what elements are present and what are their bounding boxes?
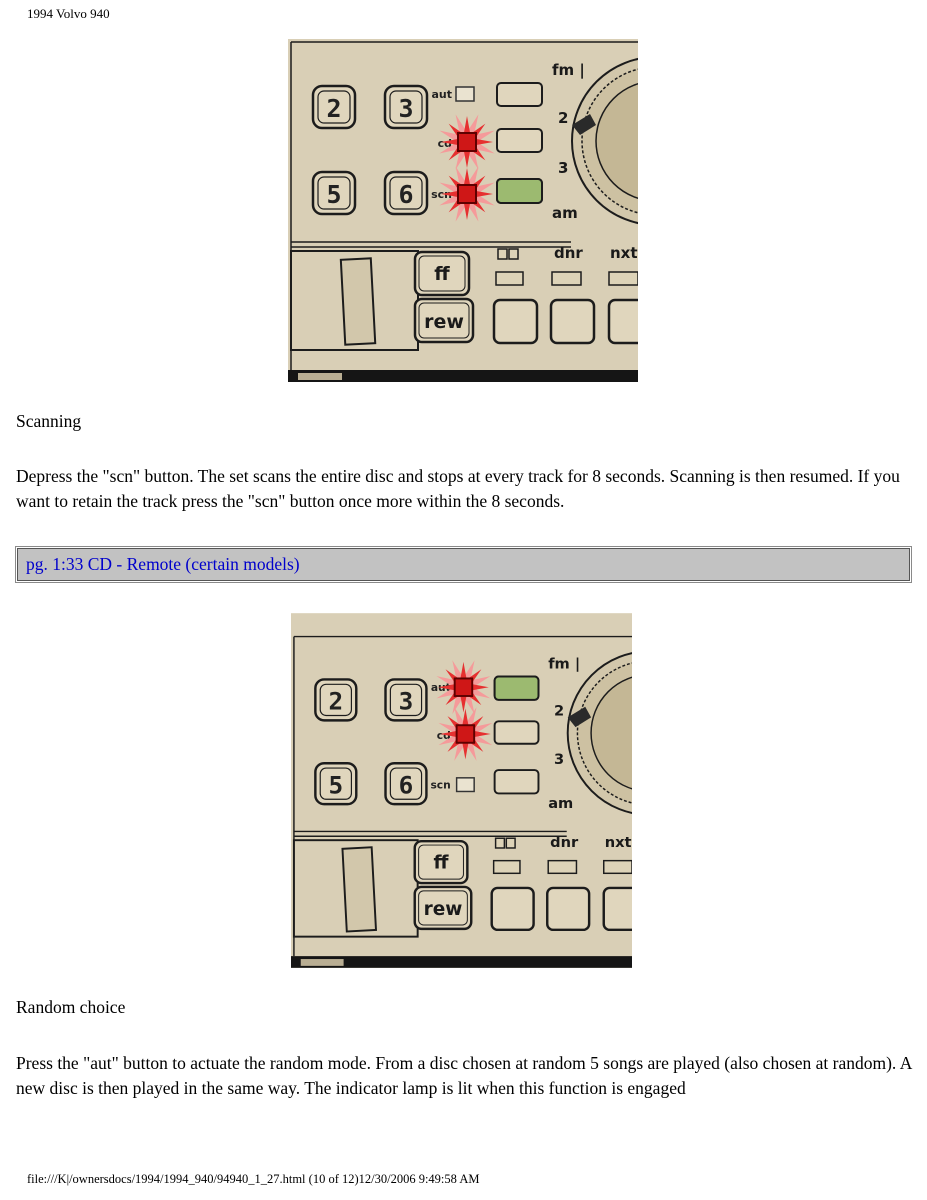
stereo-image-scanning [288,39,638,382]
stereo-panel-svg-1 [288,39,638,382]
random-heading: Random choice [16,997,126,1017]
scn-button-active [497,179,542,203]
scanning-paragraph: Depress the "scn" button. The set scans the entire disc and stops at every track for 8 seconds. Scanning is then resumed. If you want to retain the track press the "scn" button once more within the 8 seconds. [16,466,900,511]
cd-remote-link[interactable]: pg. 1:33 CD - Remote (certain models) [26,554,300,574]
file-path-footer: file:///K|/ownersdocs/1994/1994_940/94940_1_27.html (10 of 12)12/30/2006 9:49:58 AM [27,1172,480,1186]
page-title: 1994 Volvo 940 [27,6,110,21]
page-link-bar [15,546,912,583]
aut-button-active [495,677,539,700]
random-paragraph: Press the "aut" button to actuate the random mode. From a disc chosen at random 5 songs are played (also chosen at random). A new disc is then played in the same way. The indicator lamp is lit when this function is engaged [16,1053,912,1098]
aut-indicator-off [456,87,474,101]
scn-indicator-off [457,778,475,792]
stereo-image-random [291,613,632,968]
scanning-heading: Scanning [16,411,82,431]
stereo-panel-svg-2 [291,613,632,968]
page-link-bar-inner [17,548,910,581]
